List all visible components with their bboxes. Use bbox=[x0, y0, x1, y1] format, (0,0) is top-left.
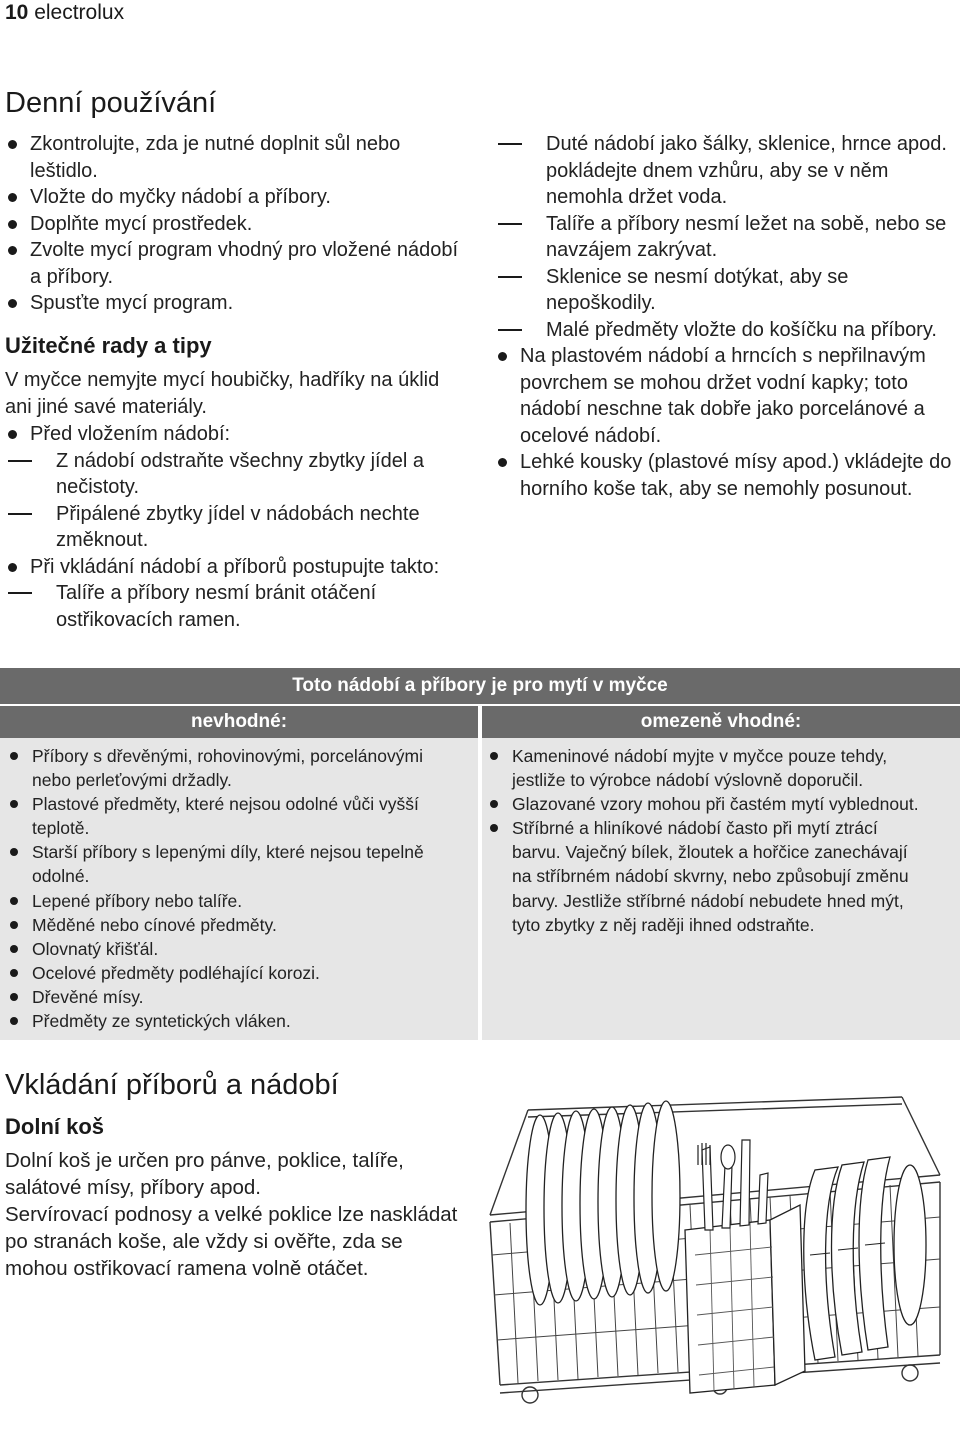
tips-loading-list bbox=[8, 421, 470, 633]
bullet-icon bbox=[10, 993, 18, 1001]
dash-icon bbox=[8, 513, 32, 515]
dash-icon bbox=[498, 329, 522, 331]
table-list-item: Příbory s dřevěnými, rohovinovými, porcelánovými nebo perleťovými držadly. bbox=[8, 744, 448, 792]
sub-list-item: Talíře a příbory nesmí bránit otáčení ostřikovacích ramen. bbox=[8, 580, 470, 633]
sub-list-item: Připálené zbytky jídel v nádobách nechte změknout. bbox=[8, 501, 470, 554]
table-list-item: Ocelové předměty podléhající korozi. bbox=[8, 961, 448, 985]
daily-use-title: Denní používání bbox=[5, 87, 217, 119]
loading-title: Vkládání příborů a nádobí bbox=[5, 1069, 339, 1101]
bullet-icon bbox=[10, 800, 18, 808]
bullet-icon bbox=[10, 848, 18, 856]
list-item: Před vložením nádobí: Z nádobí odstraňte všechny zbytky jídel a nečistoty. Připálené zbytky jídel v nádobách nechte změknout. bbox=[8, 421, 470, 554]
table-list-item: Stříbrné a hliníkové nádobí často při mytí ztrácí barvu. Vaječný bílek, žloutek a hořčice zanechávají na stříbrném nádobí skvrny, nebo způsobují změnu barvy. Jestliže stříbrné nádobí nebudete hned mýt, tyto zbytky z něj raději ihned odstraňte. bbox=[488, 816, 928, 936]
table-list-item: Předměty ze syntetických vláken. bbox=[8, 1009, 448, 1033]
table-list-item: Glazované vzory mohou při častém mytí vyblednout. bbox=[488, 792, 928, 816]
sub-list-item: Duté nádobí jako šálky, sklenice, hrnce apod. pokládejte dnem vzhůru, aby se v něm nemohla držet voda. bbox=[498, 131, 960, 211]
bullet-icon bbox=[8, 430, 17, 439]
sub-list-item: Malé předměty vložte do košíčku na příbory. bbox=[498, 317, 960, 344]
table-list-item: Dřevěné mísy. bbox=[8, 985, 448, 1009]
table-cell-unsuitable bbox=[0, 738, 478, 1040]
bullet-icon bbox=[8, 563, 17, 572]
sub-list-item: Sklenice se nesmí dotýkat, aby se nepoškodily. bbox=[498, 264, 960, 317]
list-item: Při vkládání nádobí a příborů postupujte takto: Talíře a příbory nesmí bránit otáčení ostřikovacích ramen. bbox=[8, 554, 470, 634]
bullet-icon bbox=[10, 1017, 18, 1025]
table-header-limited: omezeně vhodné: bbox=[482, 706, 960, 738]
table-list-item: Měděné nebo cínové předměty. bbox=[8, 913, 448, 937]
tips-right-column bbox=[498, 131, 960, 502]
tips-intro: V myčce nemyjte mycí houbičky, hadříky na úklid ani jiné savé materiály. bbox=[5, 369, 440, 418]
bullet-icon bbox=[8, 299, 17, 308]
table-cell-limited bbox=[482, 738, 960, 1040]
lower-basket-paragraph-1: Dolní koš je určen pro pánve, poklice, talíře, salátové mísy, příbory apod. bbox=[5, 1149, 404, 1199]
table-header-unsuitable: nevhodné: bbox=[0, 706, 478, 738]
dash-icon bbox=[498, 223, 522, 225]
brand-name: electrolux bbox=[34, 1, 125, 24]
lower-basket-illustration bbox=[470, 1055, 960, 1440]
dash-icon bbox=[8, 460, 32, 462]
list-item: Lehké kousky (plastové mísy apod.) vkládejte do horního koše tak, aby se nemohly posunout. bbox=[498, 449, 960, 502]
bullet-icon bbox=[490, 800, 498, 808]
bullet-icon bbox=[8, 140, 17, 149]
daily-use-steps bbox=[8, 131, 470, 317]
dash-icon bbox=[8, 592, 32, 594]
table-list-item: Starší příbory s lepenými díly, které nejsou tepelně odolné. bbox=[8, 840, 448, 888]
table-list-item: Plastové předměty, které nejsou odolné vůči vyšší teplotě. bbox=[8, 792, 448, 840]
list-item: Vložte do myčky nádobí a příbory. bbox=[8, 184, 470, 211]
bullet-icon bbox=[10, 969, 18, 977]
sub-list-item: Z nádobí odstraňte všechny zbytky jídel a nečistoty. bbox=[8, 448, 470, 501]
bullet-icon bbox=[10, 897, 18, 905]
lower-basket-title: Dolní koš bbox=[5, 1114, 105, 1139]
bullet-icon bbox=[10, 945, 18, 953]
table-title: Toto nádobí a příbory je pro mytí v myčce bbox=[0, 668, 960, 704]
dash-icon bbox=[498, 143, 522, 145]
bullet-icon bbox=[490, 752, 498, 760]
page-header bbox=[5, 0, 124, 26]
table-list-item: Kameninové nádobí myjte v myčce pouze tehdy, jestliže to výrobce nádobí výslovně doporučil. bbox=[488, 744, 928, 792]
page-number: 10 bbox=[5, 1, 29, 24]
bullet-icon bbox=[490, 824, 498, 832]
tips-title: Užitečné rady a tipy bbox=[5, 333, 212, 358]
sub-list-item: Talíře a příbory nesmí ležet na sobě, nebo se navzájem zakrývat. bbox=[498, 211, 960, 264]
bullet-icon bbox=[498, 458, 507, 467]
bullet-icon bbox=[10, 921, 18, 929]
list-item: Spusťte mycí program. bbox=[8, 290, 470, 317]
bullet-icon bbox=[8, 246, 17, 255]
list-item: Zkontrolujte, zda je nutné doplnit sůl nebo leštidlo. bbox=[8, 131, 470, 184]
dash-icon bbox=[498, 276, 522, 278]
list-item: Na plastovém nádobí a hrncích s nepřilnavým povrchem se mohou držet vodní kapky; toto nádobí neschne tak dobře jako porcelánové a ocelové nádobí. bbox=[498, 343, 960, 449]
bullet-icon bbox=[8, 220, 17, 229]
bullet-icon bbox=[10, 752, 18, 760]
list-item: Zvolte mycí program vhodný pro vložené nádobí a příbory. bbox=[8, 237, 470, 290]
table-list-item: Lepené příbory nebo talíře. bbox=[8, 889, 448, 913]
bullet-icon bbox=[8, 193, 17, 202]
bullet-icon bbox=[498, 352, 507, 361]
list-item: Doplňte mycí prostředek. bbox=[8, 211, 470, 238]
lower-basket-paragraph-2: Servírovací podnosy a velké poklice lze naskládat po stranách koše, ale vždy si ověřte, zda se mohou ostřikovací ramena volně otáčet. bbox=[5, 1203, 458, 1280]
table-list-item: Olovnatý křišťál. bbox=[8, 937, 448, 961]
